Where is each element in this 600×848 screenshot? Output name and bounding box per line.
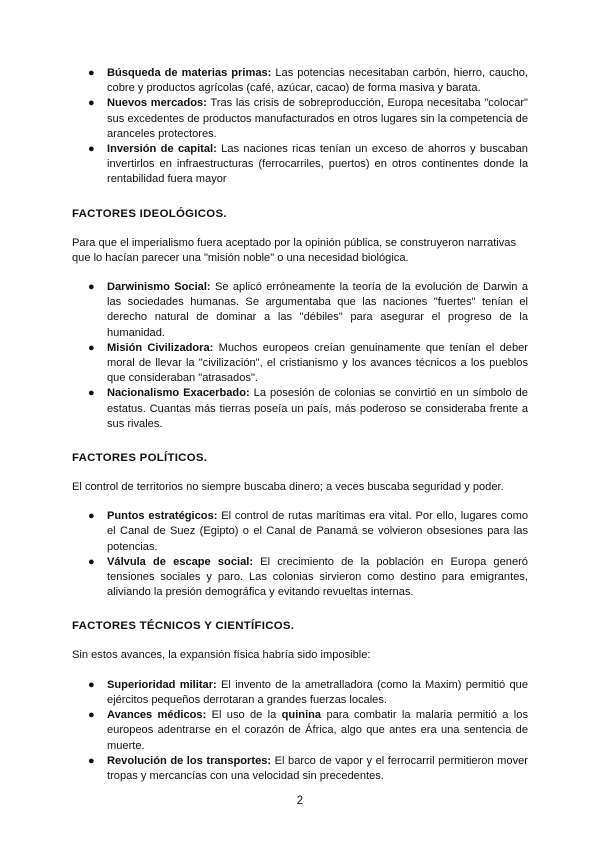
- list-item-text: Tras las crisis de sobreproducción, Europa necesitaba "colocar" sus excedentes de productos manufacturados en otros lugares sin la competencia de aranceles protectores.: [107, 97, 529, 140]
- political-factors-list: [72, 509, 528, 600]
- list-item-text: El crecimiento de la población en Europa generó tensiones sociales y paro. Las colonias sirvieron como destino para emigrantes, aliviando la presión demográfica y evitando revueltas internas.: [107, 555, 528, 599]
- bullet-icon: ●: [88, 143, 95, 156]
- list-item-term: Misión Civilizadora:: [107, 341, 214, 354]
- list-item-term: Inversión de capital:: [107, 143, 217, 156]
- bullet-icon: ●: [88, 555, 95, 568]
- list-item-text-before: El uso de la: [206, 709, 282, 722]
- list-item: [72, 66, 528, 96]
- bullet-icon: ●: [88, 341, 95, 354]
- section-intro-political: El control de territorios no siempre buscaba dinero; a veces buscaba seguridad y poder.: [72, 481, 504, 494]
- list-item-term: Avances médicos:: [107, 709, 207, 722]
- technical-factors-list: [72, 678, 528, 784]
- page-number: 2: [296, 795, 304, 807]
- list-item-text: El barco de vapor y el ferrocarril permitieron mover tropas y mercancías con una velocidad sin precedentes.: [107, 754, 528, 782]
- list-item: [72, 708, 528, 754]
- list-item-text: para combatir la malaria permitió a los europeos adentrarse en el corazón de África, algo que antes era una sentencia de muerte.: [107, 709, 528, 752]
- ideological-factors-list: [72, 280, 528, 432]
- list-item-term: Nacionalismo Exacerbado:: [107, 387, 250, 400]
- list-item-text: Se aplicó erróneamente la teoría de la evolución de Darwin a las sociedades humanas. Se argumentaba que las naciones "fuertes" tenían el derecho natural de dominar a las "débiles" para asegurar el progreso de la humanidad.: [107, 281, 528, 339]
- list-item-term: Búsqueda de materias primas:: [107, 67, 272, 79]
- list-item: [72, 96, 528, 142]
- list-item-text: La posesión de colonias se convirtió en un símbolo de estatus. Cuantas más tierras poseía un país, más poderoso se consideraba frente a sus rivales.: [107, 387, 528, 430]
- economic-factors-list: [72, 66, 528, 188]
- bullet-icon: ●: [88, 678, 95, 691]
- list-item: [72, 754, 528, 784]
- section-heading-technical: FACTORES TÉCNICOS Y CIENTÍFICOS.: [72, 620, 295, 633]
- list-item-text: El control de rutas marítimas era vital. Por ello, lugares como el Canal de Suez (Egipto) o el Canal de Panamá se volvieron obsesiones para las potencias.: [107, 510, 529, 553]
- section-intro-technical: Sin estos avances, la expansión física habría sido imposible:: [72, 649, 371, 662]
- list-item-term: Válvula de escape social:: [107, 555, 254, 568]
- list-item: [72, 280, 528, 341]
- list-item-text: Las potencias necesitaban carbón, hierro, caucho, cobre y productos agrícolas (café, azúcar, cacao) de forma masiva y barata.: [107, 67, 528, 95]
- list-item: [72, 678, 528, 708]
- bullet-icon: ●: [88, 67, 95, 79]
- bullet-icon: ●: [88, 510, 95, 523]
- bullet-icon: ●: [88, 387, 95, 400]
- list-item-term: Superioridad militar:: [107, 678, 217, 691]
- list-item-term: Revolución de los transportes:: [107, 754, 272, 767]
- list-item-inline-bold: quinina: [281, 709, 322, 722]
- list-item: [72, 142, 528, 188]
- section-heading-political: FACTORES POLÍTICOS.: [72, 452, 208, 465]
- bullet-icon: ●: [88, 754, 95, 767]
- list-item: [72, 509, 528, 555]
- document-page: [72, 66, 528, 784]
- list-item-text: Las naciones ricas tenían un exceso de ahorros y buscaban invertirlos en infraestructuras (ferrocarriles, puertos) en otros continentes donde la rentabilidad fuera mayor: [107, 143, 528, 186]
- list-item-text: El invento de la ametralladora (como la Maxim) permitió que ejércitos pequeños derrotaran a grandes fuerzas locales.: [107, 678, 528, 706]
- section-heading-ideological: FACTORES IDEOLÓGICOS.: [72, 207, 227, 220]
- bullet-icon: ●: [88, 97, 95, 110]
- section-intro-ideological: Para que el imperialismo fuera aceptado por la opinión pública, se construyeron narrativas que lo hacían parecer una "misión noble" o una necesidad biológica.: [72, 236, 516, 264]
- list-item-text: Muchos europeos creían genuinamente que tenían el deber moral de llevar la "civilización", el cristianismo y los avances técnicos a los pueblos que consideraban "atrasados".: [107, 341, 528, 385]
- list-item-term: Darwinismo Social:: [107, 281, 211, 294]
- list-item-term: Puntos estratégicos:: [107, 510, 218, 523]
- bullet-icon: ●: [88, 709, 95, 722]
- list-item: [72, 341, 528, 387]
- bullet-icon: ●: [88, 281, 95, 294]
- list-item: [72, 386, 528, 432]
- list-item-term: Nuevos mercados:: [107, 97, 207, 110]
- list-item: [72, 555, 528, 601]
